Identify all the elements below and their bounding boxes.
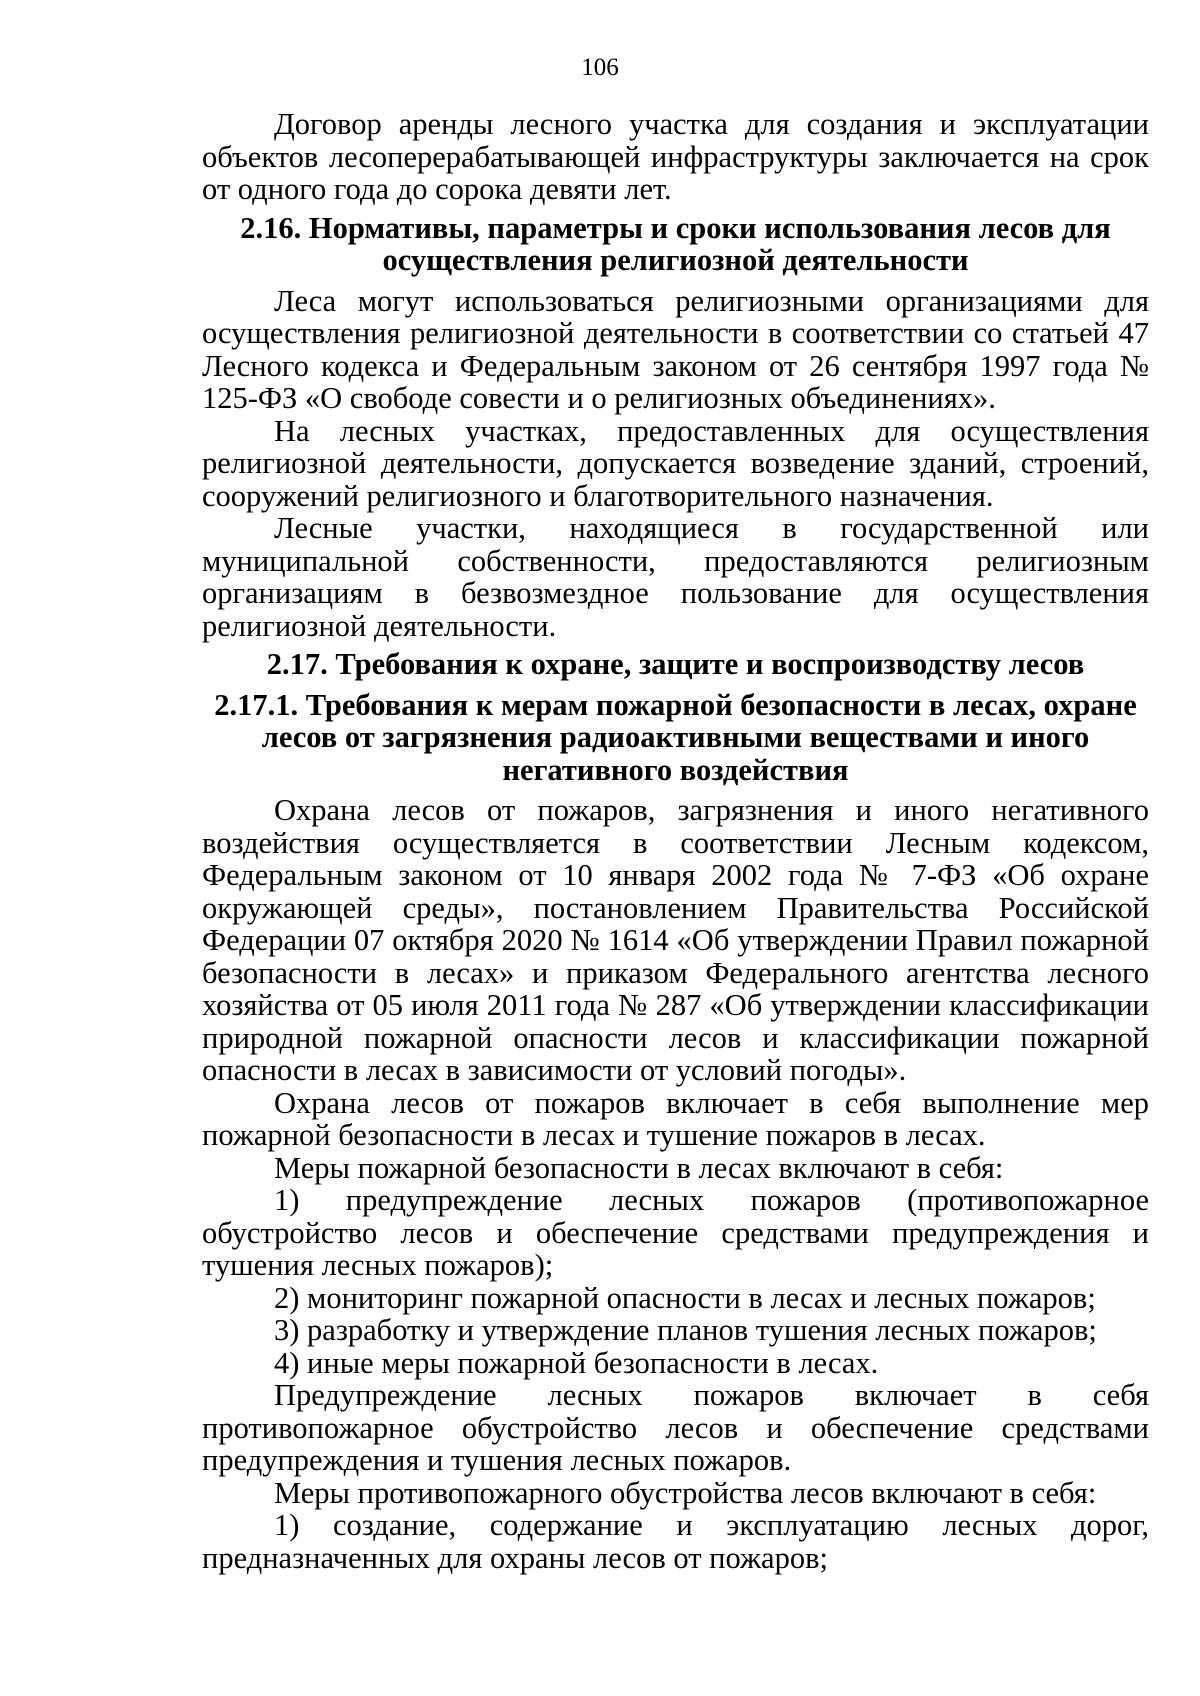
list-item-number: 1) [274,1183,300,1217]
list-item [202,1347,1149,1380]
list-item-number: 3) [274,1313,300,1347]
section-2-16-heading: 2.16. Нормативы, параметры и сроки использования лесов для осуществления религиозной деятельности [240,210,1111,277]
arrangement-intro-paragraph: Меры противопожарного обустройства лесов включают в себя: [274,1475,1097,1510]
list-item-text: предупреждение лесных пожаров (противопожарное обустройство лесов и обеспечение средствами предупреждения и тушения лесных пожаров); [202,1183,1150,1282]
intro-paragraph: Договор аренды лесного участка для создания и эксплуатации объектов лесоперерабатывающей инфраструктуры заключается на срок от одного года до сорока девяти лет. [202,107,1149,206]
section-2-17-1-paragraph: Охрана лесов от пожаров включает в себя выполнение мер пожарной безопасности в лесах и тушение пожаров в лесах. [202,1085,1149,1152]
section-2-17-1-paragraph: Меры пожарной безопасности в лесах включают в себя: [274,1150,1004,1185]
list-item-text: мониторинг пожарной опасности в лесах и лесных пожаров; [307,1280,1096,1315]
section-2-17-1-paragraph: Охрана лесов от пожаров, загрязнения и иного негативного воздействия осуществляется в соответствии Лесным кодексом, Федеральным законом от 10 января 2002 года № 7-ФЗ «Об охране окружающей среды», постановлением Правительства Российской Федерации 07 октября 2020 № 1614 «Об утверждении Правил пожарной безопасности в лесах» и приказом Федерального агентства лесного хозяйства от 05 июля 2011 года № 287 «Об утверждении классификации природной пожарной опасности лесов и классификации пожарной опасности в лесах в зависимости от условий погоды». [202,793,1149,1087]
list-item-number: 2) [274,1280,300,1315]
list-item [202,1509,1149,1574]
list-item [202,1314,1149,1347]
page-content [202,108,1149,1574]
list-item-number: 4) [274,1345,300,1380]
list-item-number: 1) [274,1508,300,1542]
prevention-paragraph: Предупреждение лесных пожаров включает в себя противопожарное обустройство лесов и обеспечение средствами предупреждения и тушения лесных пожаров. [202,1378,1149,1477]
section-2-17-heading: 2.17. Требования к охране, защите и воспроизводству лесов [266,647,1085,681]
list-item-text: создание, содержание и эксплуатацию лесных дорог, предназначенных для охраны лесов от пожаров; [202,1508,1149,1575]
section-2-16-paragraph: Лесные участки, находящиеся в государственной или муниципальной собственности, предоставляются религиозным организациям в безвозмездное пользование для осуществления религиозной деятельности. [202,511,1149,643]
list-item [202,1282,1149,1315]
section-2-17-1-heading: 2.17.1. Требования к мерам пожарной безопасности в лесах, охране лесов от загрязнения радиоактивными веществами и иного негативного воздействия [214,687,1137,787]
section-2-16-paragraph: Леса могут использоваться религиозными организациями для осуществления религиозной деятельности в соответствии со статьей 47 Лесного кодекса и Федеральным законом от 26 сентября 1997 года № 125-ФЗ «О свободе совести и о религиозных объединениях». [202,283,1149,415]
list-item-text: разработку и утверждение планов тушения лесных пожаров; [307,1313,1097,1347]
section-2-16-paragraph: На лесных участках, предоставленных для осуществления религиозной деятельности, допускается возведение зданий, строений, сооружений религиозного и благотворительного назначения. [202,413,1149,513]
page-number: 106 [581,54,619,81]
list-item-text: иные меры пожарной безопасности в лесах. [307,1345,879,1380]
list-item [202,1184,1149,1282]
